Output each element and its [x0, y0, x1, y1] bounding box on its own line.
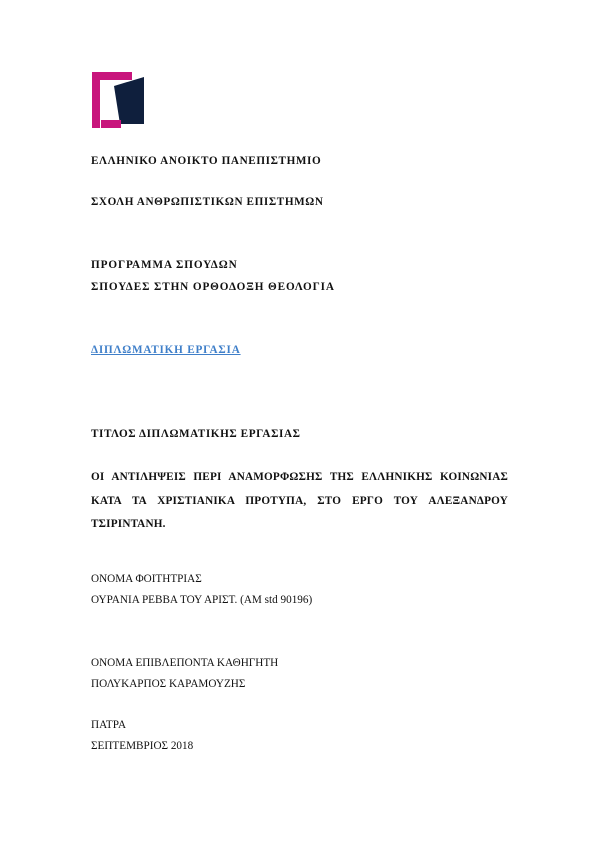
university-logo-icon [92, 72, 146, 128]
program-label: ΠΡΟΓΡΑΜΜΑ ΣΠΟΥΔΩΝ [91, 259, 238, 271]
school-name: ΣΧΟΛΗ ΑΝΘΡΩΠΙΣΤΙΚΩΝ ΕΠΙΣΤΗΜΩΝ [91, 196, 324, 208]
document-type-link[interactable]: ΔΙΠΛΩΜΑΤΙΚΗ ΕΡΓΑΣΙΑ [91, 344, 241, 356]
university-name: ΕΛΛΗΝΙΚΟ ΑΝΟΙΚΤΟ ΠΑΝΕΠΙΣΤΗΜΙΟ [91, 155, 322, 167]
program-name: ΣΠΟΥΔΕΣ ΣΤΗΝ ΟΡΘΟΔΟΞΗ ΘΕΟΛΟΓΙΑ [91, 281, 335, 293]
thesis-title: ΟΙ ΑΝΤΙΛΗΨΕΙΣ ΠΕΡΙ ΑΝΑΜΟΡΦΩΣΗΣ ΤΗΣ ΕΛΛΗΝΙΚΗΣ ΚΟΙΝΩΝΙΑΣ ΚΑΤΑ ΤΑ ΧΡΙΣΤΙΑΝΙΚΑ ΠΡΟΤΥΠΑ, ΣΤΟ ΕΡΓΟ ΤΟΥ ΑΛΕΞΑΝΔΡΟΥ ΤΣΙΡΙΝΤΑΝΗ. [91, 471, 508, 530]
thesis-title-label: ΤΙΤΛΟΣ ΔΙΠΛΩΜΑΤΙΚΗΣ ΕΡΓΑΣΙΑΣ [91, 428, 301, 440]
date: ΣΕΠΤΕΜΒΡΙΟΣ 2018 [91, 740, 194, 752]
student-label: ΟΝΟΜΑ ΦΟΙΤΗΤΡΙΑΣ [91, 573, 202, 585]
supervisor-label: ΟΝΟΜΑ ΕΠΙΒΛΕΠΟΝΤΑ ΚΑΘΗΓΗΤΗ [91, 657, 279, 669]
student-name: ΟΥΡΑΝΙΑ ΡΕΒΒΑ ΤΟΥ ΑΡΙΣΤ. (ΑΜ std 90196) [91, 594, 313, 606]
supervisor-name: ΠΟΛΥΚΑΡΠΟΣ ΚΑΡΑΜΟΥΖΗΣ [91, 678, 246, 690]
city: ΠΑΤΡΑ [91, 719, 127, 731]
